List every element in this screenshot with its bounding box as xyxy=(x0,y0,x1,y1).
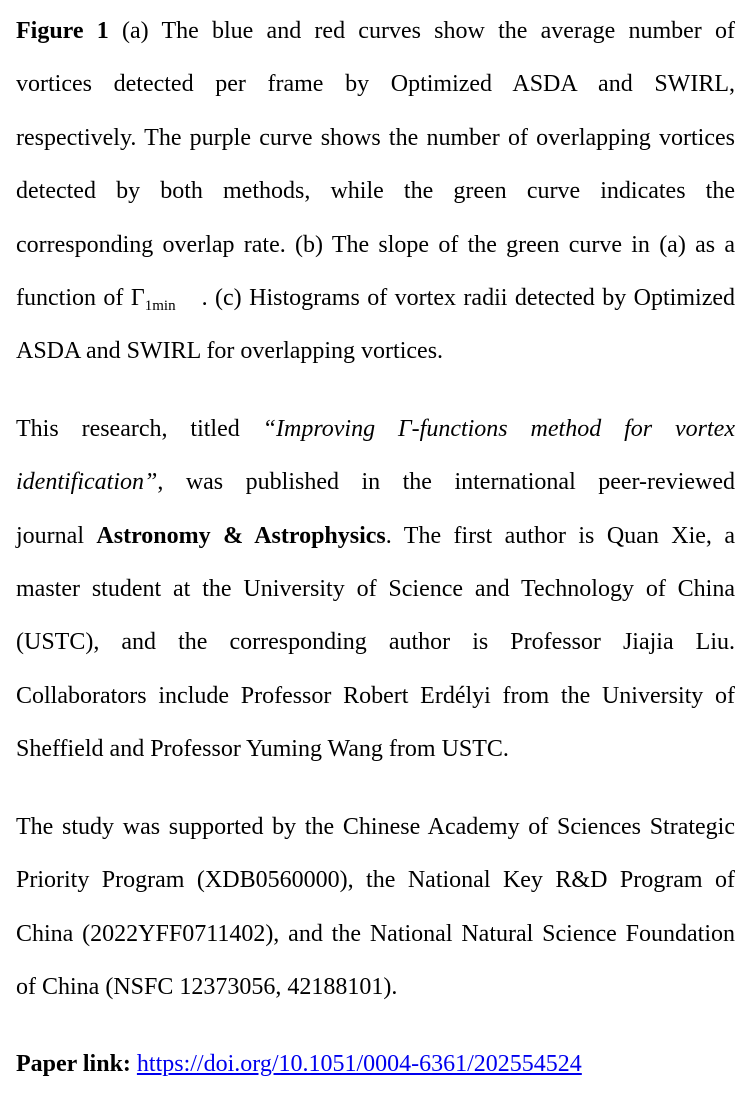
publication-info-line-5 xyxy=(16,616,735,669)
figure-caption-line-2 xyxy=(16,58,735,111)
text-run: respectively. The purple curve shows the number of overlapping vortices xyxy=(16,124,735,151)
figure-caption-paragraph xyxy=(16,5,735,379)
text-run: This research, titled xyxy=(16,415,263,442)
figure-caption-line-3 xyxy=(16,112,735,165)
figure-caption-line-1 xyxy=(16,5,735,58)
funding-info-paragraph xyxy=(16,801,735,1015)
text-run: Collaborators include Professor Robert Erdélyi from the University of xyxy=(16,682,735,709)
paper-link-label: Paper link: xyxy=(16,1051,137,1078)
publication-info-line-3 xyxy=(16,510,735,563)
text-run: , was published in the international peer-reviewed xyxy=(157,469,735,496)
journal-name: Astronomy & Astrophysics xyxy=(96,522,386,549)
publication-info-line-6 xyxy=(16,670,735,723)
paper-title-part: “Improving Γ-functions method for vortex xyxy=(262,415,735,442)
text-run: (a) The blue and red curves show the average number of xyxy=(108,18,735,44)
figure-caption-line-4 xyxy=(16,165,735,218)
funding-info-line-3 xyxy=(16,908,735,961)
publication-info-line-1 xyxy=(16,403,735,456)
paper-link-paragraph xyxy=(16,1038,735,1091)
text-run: vortices detected per frame by Optimized ASDA and SWIRL, xyxy=(16,71,735,98)
publication-info-line-2 xyxy=(16,456,735,509)
gamma-subscript: 1min xyxy=(144,298,176,315)
figure-caption-line-5 xyxy=(16,219,735,272)
text-run: Priority Program (XDB0560000), the National Key R&D Program of xyxy=(16,867,735,894)
text-run: . (c) Histograms of vortex radii detected by Optimized xyxy=(201,285,735,312)
text-run: journal xyxy=(16,522,97,549)
text-run: master student at the University of Science and Technology of China xyxy=(16,576,735,603)
text-run: ASDA and SWIRL for overlapping vortices. xyxy=(16,338,444,365)
funding-info-line-1 xyxy=(16,801,735,854)
paper-doi-link[interactable]: https://doi.org/10.1051/0004-6361/202554524 xyxy=(136,1051,582,1078)
publication-info-line-4 xyxy=(16,563,735,616)
text-run: corresponding overlap rate. (b) The slope of the green curve in (a) as a xyxy=(16,231,735,258)
text-run: detected by both methods, while the green curve indicates the xyxy=(16,178,735,205)
text-run: . The first author is Quan Xie, a xyxy=(385,522,736,549)
figure-caption-line-6 xyxy=(16,272,735,325)
paper-title-part: identification” xyxy=(16,469,158,496)
text-run: (USTC), and the corresponding author is Professor Jiajia Liu. xyxy=(16,629,735,656)
funding-info-line-4 xyxy=(16,961,735,1014)
paper-link-line-1 xyxy=(16,1038,735,1091)
text-run: Sheffield and Professor Yuming Wang from USTC. xyxy=(16,736,509,763)
funding-info-line-2 xyxy=(16,854,735,907)
text-run: The study was supported by the Chinese Academy of Sciences Strategic xyxy=(16,813,735,840)
text-run: of China (NSFC 12373056, 42188101). xyxy=(16,973,398,1000)
publication-info-paragraph xyxy=(16,403,735,777)
text-run: China (2022YFF0711402), and the National Natural Science Foundation xyxy=(16,920,735,947)
text-run: function of Γ xyxy=(16,285,145,312)
equation-gap xyxy=(176,304,202,305)
publication-info-line-7 xyxy=(16,723,735,776)
figure-caption-line-7 xyxy=(16,325,735,378)
figure-label: Figure 1 xyxy=(16,18,109,44)
